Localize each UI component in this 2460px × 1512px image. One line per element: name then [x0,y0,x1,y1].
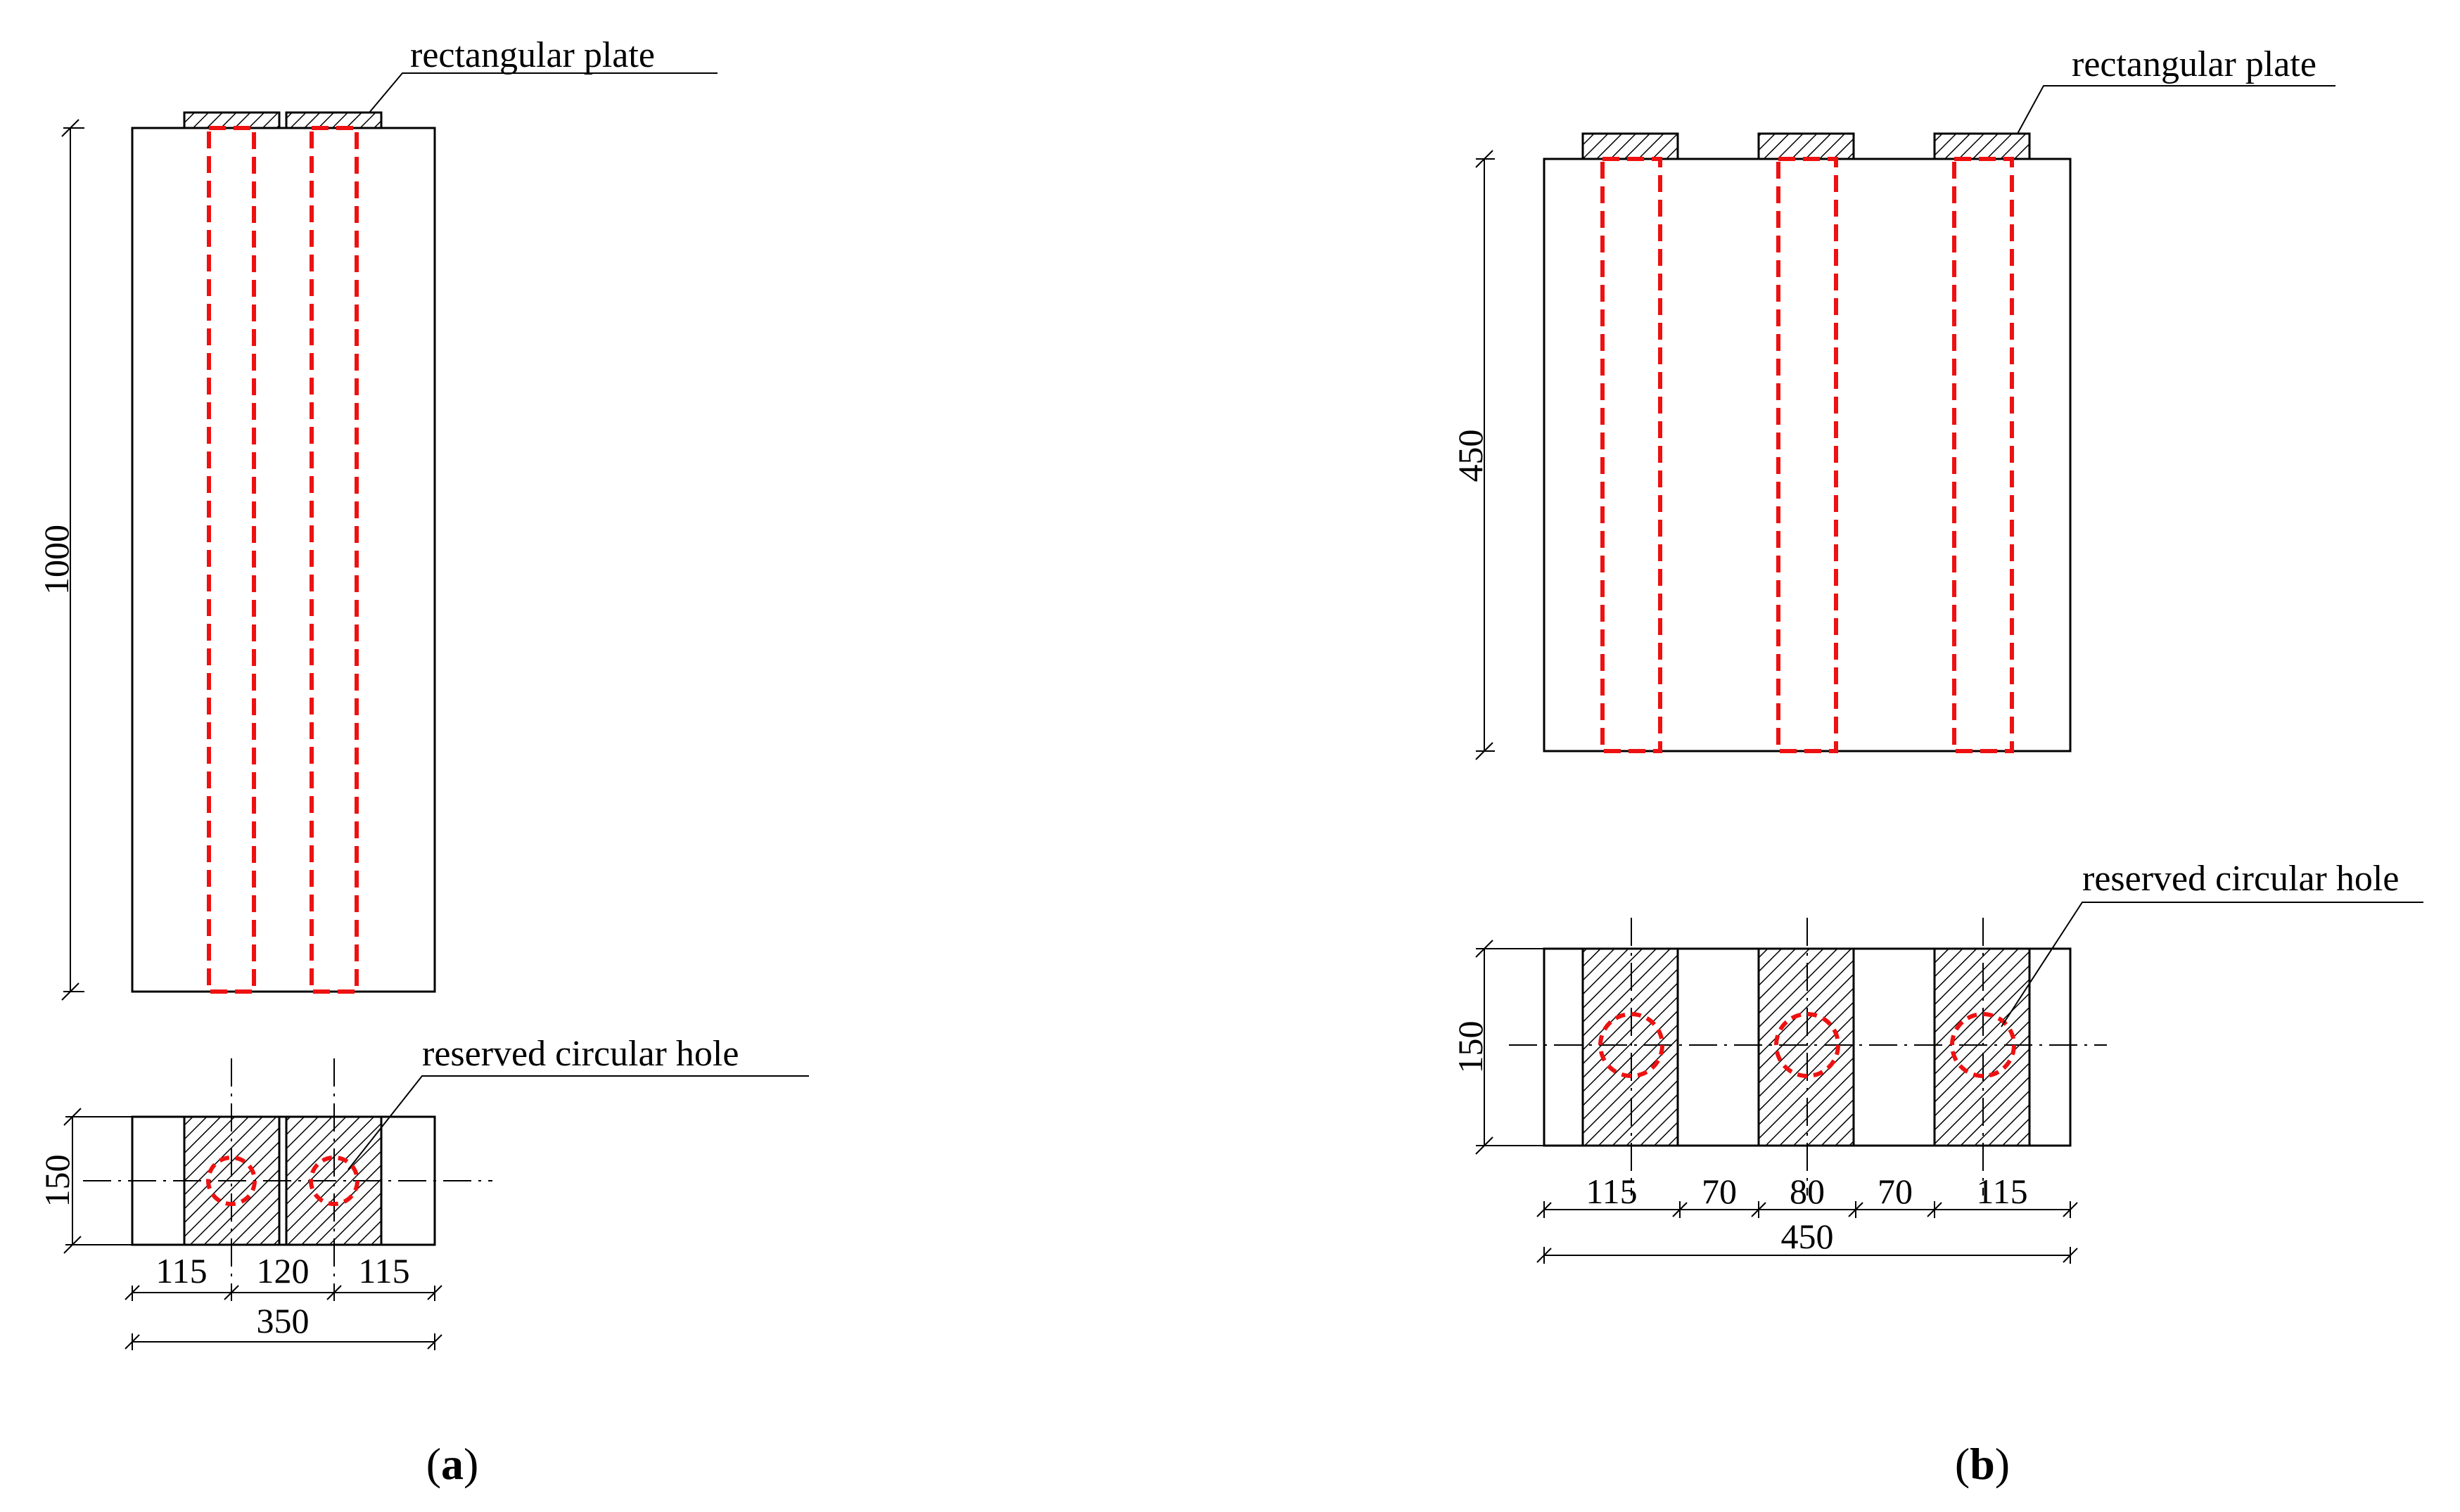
section-height-label: 150 [1451,1020,1490,1074]
total-width-dimension [125,1301,442,1350]
total-width-dimension [1537,1217,2077,1264]
segment-dimension-chain [1537,1172,2077,1218]
panel-a-section [37,1034,809,1350]
rectangular-plate [1935,134,2029,159]
segment-label: 115 [1586,1172,1638,1211]
panel-a [37,35,809,1489]
caption-a: (a) [426,1439,479,1489]
total-width-label: 450 [1780,1217,1834,1256]
total-width-label: 350 [256,1301,310,1340]
rectangular-plate [1759,134,1854,159]
rectangular-plate [286,113,381,128]
height-dimension [37,120,84,1000]
segment-label: 70 [1878,1172,1913,1211]
panel-a-elevation [37,35,718,1000]
rectangular-plate [1583,134,1678,159]
segment-label: 120 [256,1251,310,1290]
segment-label: 80 [1790,1172,1825,1211]
column-body [132,128,435,992]
segment-label: 115 [358,1251,410,1290]
segment-label: 115 [1976,1172,2028,1211]
section-height-label: 150 [37,1154,77,1207]
caption-b: (b) [1954,1439,2010,1489]
panel-b-elevation [1451,44,2335,760]
column-body [1544,159,2070,751]
rectangular-plate [184,113,279,128]
height-dimension [1451,150,1495,760]
plate-label: rectangular plate [410,35,655,75]
plate-leader [2018,86,2335,134]
panel-b [1451,44,2423,1489]
section-height-dimension [1451,940,1544,1154]
plate-label: rectangular plate [2072,44,2316,84]
plate-leader [369,73,718,113]
segment-label: 70 [1702,1172,1737,1211]
panel-b-section [1451,859,2423,1264]
hole-label: reserved circular hole [422,1034,739,1074]
segment-dimension-chain [125,1251,442,1301]
height-dimension-label: 450 [1451,429,1490,482]
segment-label: 115 [155,1251,208,1290]
hole-label: reserved circular hole [2082,859,2400,899]
height-dimension-label: 1000 [37,525,76,595]
